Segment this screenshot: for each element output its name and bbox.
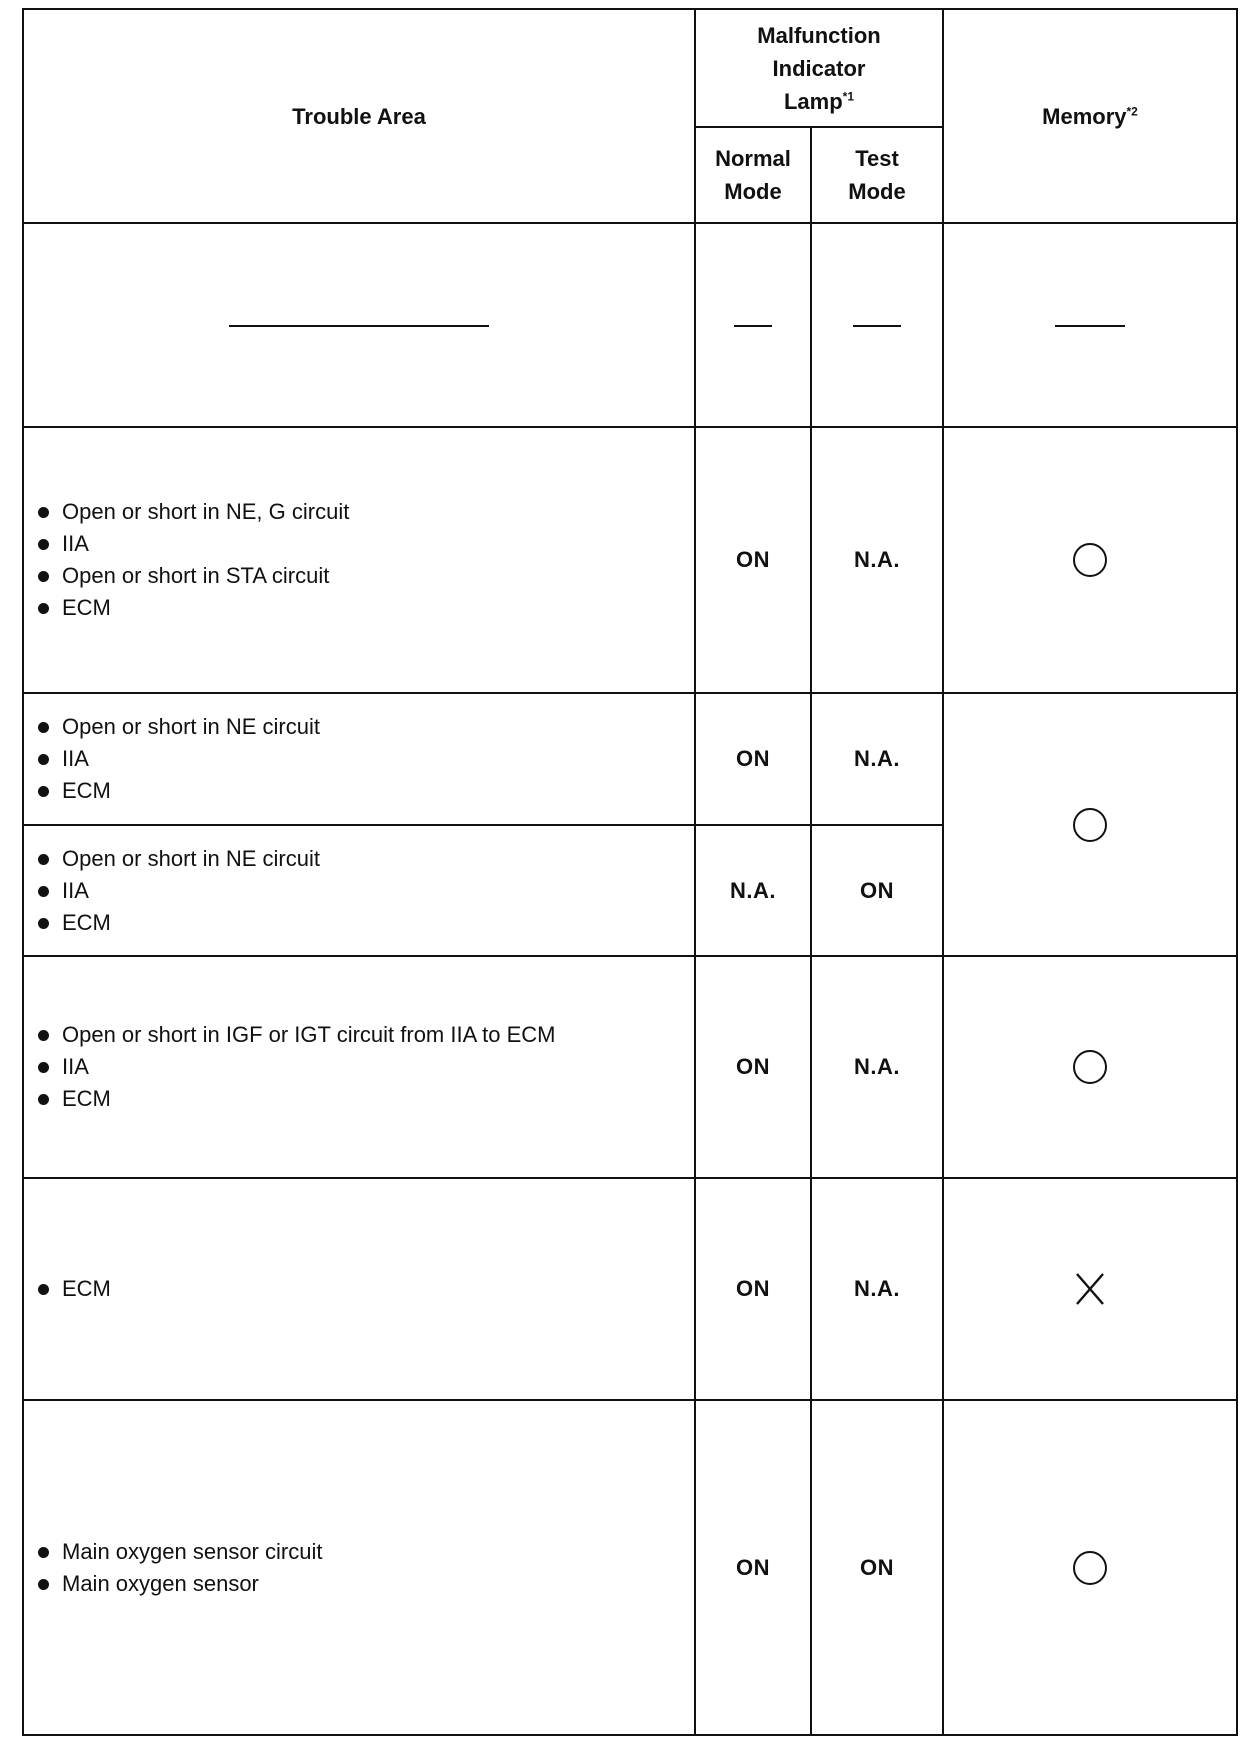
list-item: IIA [38, 528, 694, 560]
test-dash [853, 325, 901, 327]
header-normal-line1: Normal [715, 146, 791, 171]
list-item: ECM [38, 775, 694, 807]
header-memory-label: Memory [1042, 103, 1127, 129]
header-memory-footnote: *2 [1126, 104, 1138, 119]
test-mode-cell [811, 223, 943, 427]
list-item: ECM [38, 592, 694, 624]
header-mil [695, 9, 943, 127]
normal-mode-cell: N.A. [695, 825, 811, 956]
circle-icon [1073, 1551, 1107, 1585]
header-normal-mode [695, 127, 811, 223]
table-row [23, 693, 1237, 825]
normal-mode-cell: ON [695, 693, 811, 825]
normal-mode-cell: ON [695, 1178, 811, 1400]
trouble-area-list [38, 1536, 694, 1600]
list-item: ECM [38, 1083, 694, 1115]
trouble-area-cell [23, 1178, 695, 1400]
header-trouble-area-label: Trouble Area [292, 103, 426, 129]
circle-icon [1073, 543, 1107, 577]
memory-cell [943, 427, 1237, 693]
memory-cell [943, 1178, 1237, 1400]
table-row [23, 1178, 1237, 1400]
test-mode-cell: N.A. [811, 1178, 943, 1400]
header-normal-line2: Mode [724, 179, 782, 204]
header-trouble-area [23, 9, 695, 223]
normal-dash [734, 325, 772, 327]
header-memory [943, 9, 1237, 223]
list-item: ECM [38, 1273, 694, 1305]
list-item: Open or short in STA circuit [38, 560, 694, 592]
circle-icon [1073, 808, 1107, 842]
test-mode-cell: N.A. [811, 427, 943, 693]
list-item: Open or short in IGF or IGT circuit from IIA to ECM [38, 1019, 694, 1051]
list-item: Main oxygen sensor [38, 1568, 694, 1600]
trouble-area-list [38, 711, 694, 807]
trouble-area-cell [23, 1400, 695, 1735]
list-item: Main oxygen sensor circuit [38, 1536, 694, 1568]
test-mode-cell: ON [811, 825, 943, 956]
circle-icon [1073, 1050, 1107, 1084]
cross-icon [1075, 1272, 1105, 1306]
list-item: IIA [38, 875, 694, 907]
test-mode-cell: N.A. [811, 693, 943, 825]
memory-cell [943, 956, 1237, 1178]
trouble-area-cell [23, 693, 695, 825]
table-row [23, 1400, 1237, 1735]
trouble-area-list [38, 1273, 694, 1305]
table-row [23, 223, 1237, 427]
header-mil-line3: Lamp [783, 88, 843, 114]
normal-mode-cell [695, 223, 811, 427]
test-mode-cell: N.A. [811, 956, 943, 1178]
list-item: Open or short in NE circuit [38, 711, 694, 743]
trouble-area-list [38, 496, 694, 624]
test-mode-cell: ON [811, 1400, 943, 1735]
blank-dash [229, 325, 489, 327]
normal-mode-cell: ON [695, 1400, 811, 1735]
trouble-area-list [38, 843, 694, 939]
trouble-area-cell [23, 956, 695, 1178]
list-item: Open or short in NE circuit [38, 843, 694, 875]
table-row [23, 956, 1237, 1178]
normal-mode-cell: ON [695, 427, 811, 693]
header-mil-line2: Indicator [772, 55, 866, 81]
normal-mode-cell: ON [695, 956, 811, 1178]
header-test-line2: Mode [848, 179, 906, 204]
list-item: IIA [38, 743, 694, 775]
header-test-mode [811, 127, 943, 223]
trouble-area-list [38, 1019, 694, 1115]
list-item: ECM [38, 907, 694, 939]
header-test-line1: Test [855, 146, 899, 171]
memory-cell [943, 223, 1237, 427]
header-mil-line1: Malfunction [757, 22, 881, 48]
memory-dash [1055, 325, 1125, 327]
memory-cell [943, 1400, 1237, 1735]
trouble-area-cell [23, 427, 695, 693]
trouble-table-sheet [22, 8, 1236, 1734]
memory-cell [943, 693, 1237, 956]
trouble-area-table [22, 8, 1238, 1736]
list-item: IIA [38, 1051, 694, 1083]
trouble-area-cell [23, 223, 695, 427]
list-item: Open or short in NE, G circuit [38, 496, 694, 528]
table-row [23, 427, 1237, 693]
header-mil-footnote: *1 [842, 89, 855, 104]
trouble-area-cell [23, 825, 695, 956]
